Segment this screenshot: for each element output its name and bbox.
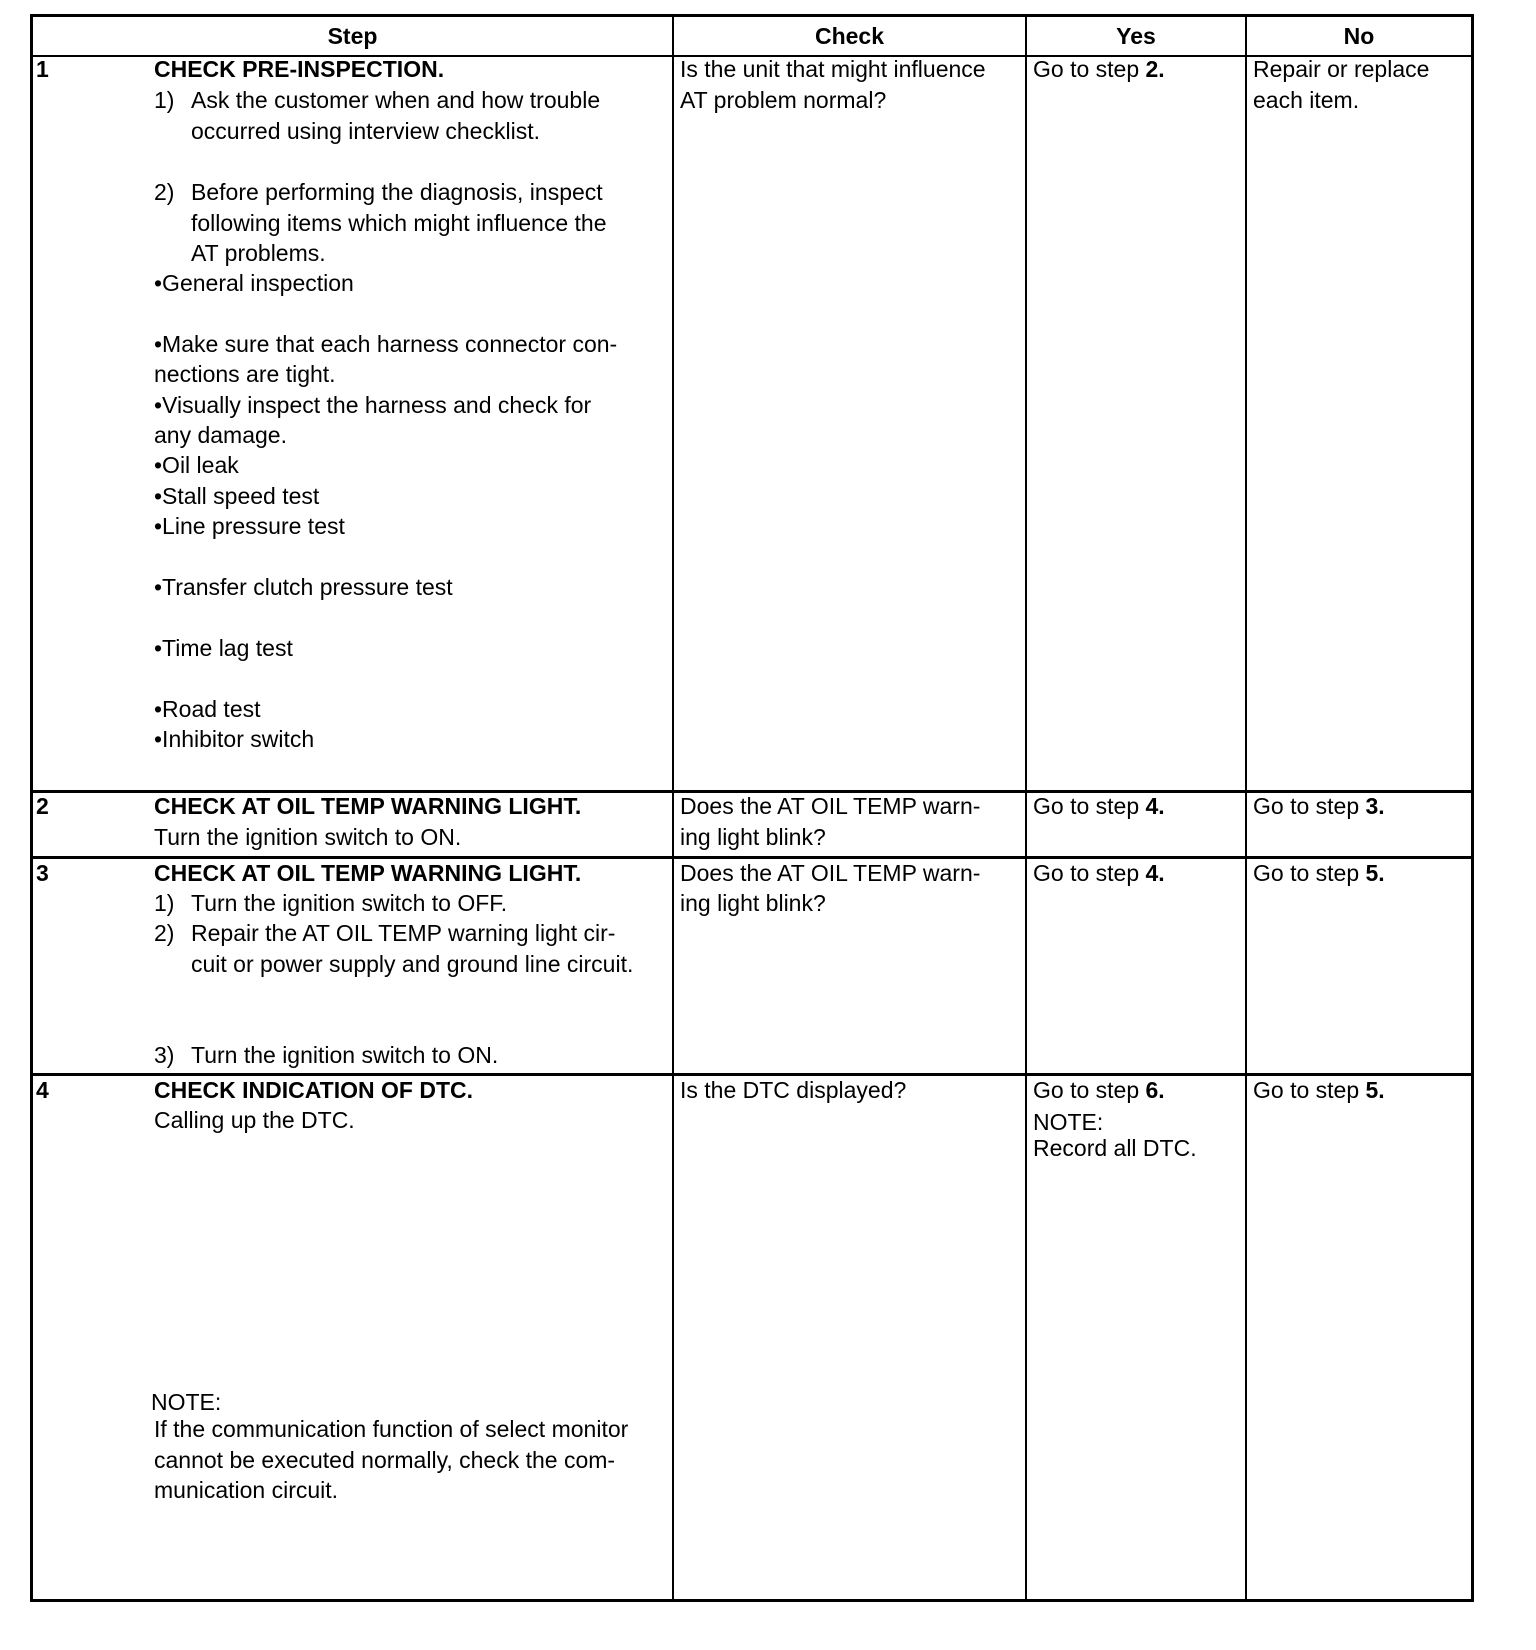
step-number: 1: [36, 56, 49, 82]
check-text: ing light blink?: [680, 890, 826, 916]
yes-text: Go to step: [1033, 56, 1146, 82]
note-text: cannot be executed normally, check the com-: [154, 1447, 616, 1473]
header-no: No: [1343, 23, 1375, 49]
list-item-text: Turn the ignition switch to ON.: [191, 1042, 499, 1068]
list-item-text: Repair the AT OIL TEMP warning light cir-: [191, 920, 616, 946]
check-text: Is the DTC displayed?: [680, 1077, 907, 1103]
list-item-number: 2): [154, 920, 175, 946]
step-number: 2: [36, 793, 49, 819]
bullet-item: •Oil leak: [154, 452, 239, 478]
bullet-item: •Make sure that each harness connector con-: [154, 331, 618, 357]
yes-text: Go to step: [1033, 793, 1146, 819]
note-label: NOTE:: [151, 1389, 222, 1415]
no-cell: [1253, 858, 1385, 889]
step-number: 4: [36, 1077, 49, 1103]
check-text: Does the AT OIL TEMP warn-: [680, 860, 981, 886]
no-text: Repair or replace: [1253, 56, 1430, 82]
bullet-item: •General inspection: [154, 270, 354, 296]
yes-step-number: 4.: [1145, 860, 1165, 886]
header-yes: Yes: [1116, 23, 1156, 49]
note-text: munication circuit.: [154, 1477, 339, 1503]
bullet-item: •Inhibitor switch: [154, 726, 315, 752]
list-item-number: 3): [154, 1042, 175, 1068]
list-item-text: AT problems.: [191, 240, 326, 266]
bullet-item: •Line pressure test: [154, 513, 345, 539]
check-text: ing light blink?: [680, 824, 826, 850]
list-item-number: 2): [154, 179, 175, 205]
yes-text: Go to step: [1033, 1077, 1146, 1103]
note-text: If the communication function of select monitor: [154, 1416, 629, 1442]
list-item-number: 1): [154, 890, 175, 916]
column-divider: [1245, 14, 1247, 1602]
check-text: Does the AT OIL TEMP warn-: [680, 793, 981, 819]
list-item-text: following items which might influence the: [191, 209, 607, 236]
step-text: Calling up the DTC.: [154, 1107, 355, 1133]
list-item-text: Turn the ignition switch to OFF.: [191, 890, 508, 916]
yes-step-number: 2.: [1145, 56, 1165, 82]
column-divider: [672, 14, 674, 1602]
no-text: Go to step: [1253, 860, 1366, 886]
step-title: CHECK PRE-INSPECTION.: [154, 56, 445, 82]
step-title: CHECK INDICATION OF DTC.: [154, 1077, 474, 1103]
yes-step-number: 6.: [1145, 1077, 1165, 1103]
check-text: Is the unit that might influence: [680, 56, 986, 82]
column-divider: [1025, 14, 1027, 1602]
no-cell: [1253, 1075, 1385, 1106]
no-text: Go to step: [1253, 793, 1366, 819]
yes-cell: [1033, 54, 1165, 85]
list-item-text: Ask the customer when and how trouble: [191, 87, 601, 113]
step-title: CHECK AT OIL TEMP WARNING LIGHT.: [154, 860, 582, 886]
yes-cell: [1033, 858, 1165, 889]
yes-note-label: NOTE:: [1033, 1109, 1104, 1135]
step-title: CHECK AT OIL TEMP WARNING LIGHT.: [154, 793, 582, 819]
bullet-item: nections are tight.: [154, 361, 336, 387]
yes-note-text: Record all DTC.: [1033, 1135, 1197, 1161]
no-step-number: 5.: [1365, 860, 1385, 886]
list-item-text: cuit or power supply and ground line circuit.: [191, 950, 634, 977]
list-item-text: occurred using interview checklist.: [191, 117, 540, 144]
bullet-item: •Visually inspect the harness and check for: [154, 392, 592, 418]
list-item-text: Before performing the diagnosis, inspect: [191, 179, 603, 205]
yes-cell: [1033, 1075, 1165, 1106]
list-item-number: 1): [154, 87, 175, 113]
yes-text: Go to step: [1033, 860, 1146, 886]
no-text: each item.: [1253, 87, 1360, 113]
yes-step-number: 4.: [1145, 793, 1165, 819]
bullet-item: •Road test: [154, 696, 261, 722]
step-number: 3: [36, 860, 49, 886]
no-text: Go to step: [1253, 1077, 1366, 1103]
bullet-item: any damage.: [154, 422, 287, 448]
bullet-item: •Transfer clutch pressure test: [154, 574, 453, 600]
step-text: Turn the ignition switch to ON.: [154, 824, 462, 850]
bullet-item: •Time lag test: [154, 635, 293, 661]
no-cell: [1253, 791, 1385, 822]
yes-cell: [1033, 791, 1165, 822]
check-text: AT problem normal?: [680, 87, 887, 113]
header-check: Check: [814, 23, 885, 49]
bullet-item: •Stall speed test: [154, 483, 320, 509]
header-step: Step: [327, 23, 378, 49]
no-step-number: 5.: [1365, 1077, 1385, 1103]
no-step-number: 3.: [1365, 793, 1385, 819]
